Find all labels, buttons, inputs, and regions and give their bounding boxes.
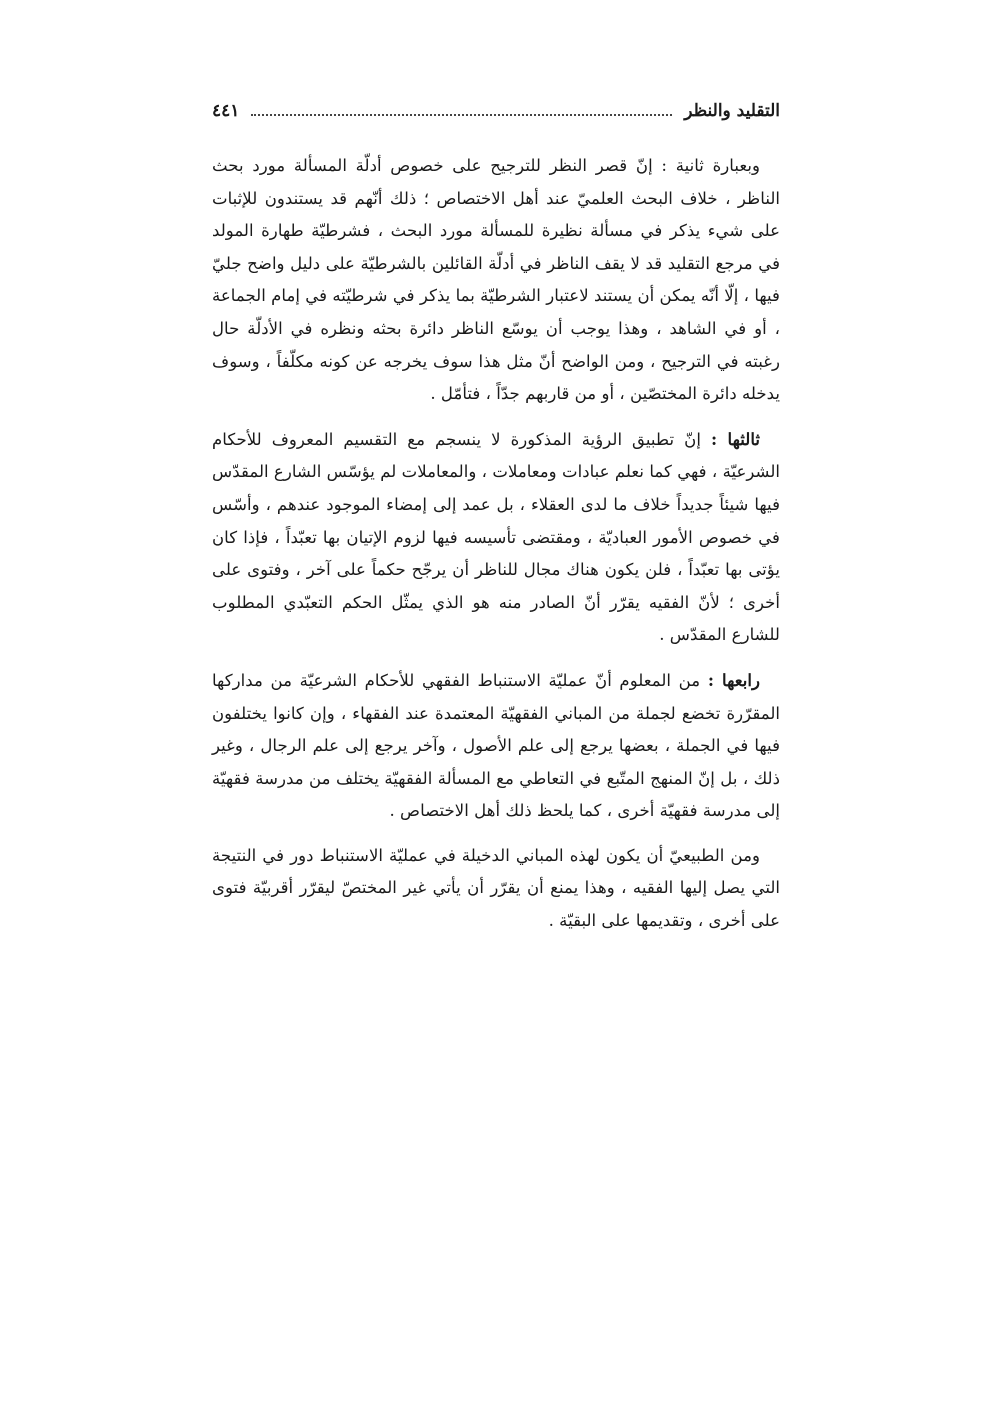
paragraph-3-lead: رابعها : <box>707 669 761 690</box>
paragraph-4-text: ومن الطبيعيّ أن يكون لهذه المباني الدخيلة في عمليّة الاستنباط دور في النتيجة التي يصل إليها الفقيه ، وهذا يمنع أن يقرّر أن يأتي غير المختصّ ليقرّر أقربيّة فتوى على أخرى ، وتقديمها على البقيّة . <box>212 845 780 931</box>
paragraph-4 <box>212 840 780 938</box>
dotted-leader <box>251 114 672 116</box>
paragraph-3-text: من المعلوم أنّ عمليّة الاستنباط الفقهي للأحكام الشرعيّة من مداركها المقرّرة تخضع لجملة من المباني الفقهيّة المعتمدة عند الفقهاء ، وإن كانوا يختلفون فيها في الجملة ، بعضها يرجع إلى علم الأصول ، وآخر يرجع إلى علم الرجال ، وغير ذلك ، بل إنّ المنهج المتّبع في التعاطي مع المسألة الفقهيّة يختلف من مدرسة فقهيّة إلى مدرسة فقهيّة أخرى ، كما يلحظ ذلك أهل الاختصاص . <box>212 670 780 821</box>
paragraph-1-text: وبعبارة ثانية : إنّ قصر النظر للترجيح على خصوص أدلّة المسألة مورد بحث الناظر ، خلاف البحث العلميّ عند أهل الاختصاص ؛ ذلك أنّهم قد يستندون للإثبات على شيء يذكر في مسألة نظيرة للمسألة مورد البحث ، فشرطيّة طهارة المولد في مرجع التقليد قد لا يقف الناظر في أدلّة القائلين بالشرطيّة على دليل واضح جليّ فيها ، إلّا أنّه يمكن أن يستند لاعتبار الشرطيّة بما يذكر في شرطيّته في إمام الجماعة ، أو في الشاهد ، وهذا يوجب أن يوسّع الناظر دائرة بحثه ونظره في الأدلّة حال رغبته في الترجيح ، ومن الواضح أنّ مثل هذا سوف يخرجه عن كونه مكلّفاً ، وسوف يدخله دائرة المختصّين ، أو من قاربهم جدّاً ، فتأمّل . <box>212 156 780 404</box>
paragraph-2 <box>212 423 780 652</box>
page-body <box>212 150 780 950</box>
paragraph-2-text: إنّ تطبيق الرؤية المذكورة لا ينسجم مع التقسيم المعروف للأحكام الشرعيّة ، فهي كما نعلم عبادات ومعاملات ، والمعاملات لم يؤسّس الشارع المقدّس فيها شيئاً جديداً خلاف ما لدى العقلاء ، بل عمد إلى إمضاء الموجود عندهم ، وأسّس في خصوص الأمور العباديّة ، ومقتضى تأسيسه فيها لزوم الإتيان بها تعبّداً ، فإذا كان يؤتى بها تعبّداً ، فلن يكون هناك مجال للناظر أن يرجّح حكماً على آخر ، وفتوى على أخرى ؛ لأنّ الفقيه يقرّر أنّ الصادر منه هو الذي يمثّل الحكم التعبّدي المطلوب للشارع المقدّس . <box>212 429 780 645</box>
page-number: ٤٤١ <box>212 101 240 121</box>
paragraph-2-lead: ثالثها : <box>710 428 760 449</box>
paragraph-3 <box>212 664 780 828</box>
running-title: التقليد والنظر <box>684 101 780 121</box>
paragraph-1 <box>212 150 780 411</box>
page-header <box>212 96 780 126</box>
